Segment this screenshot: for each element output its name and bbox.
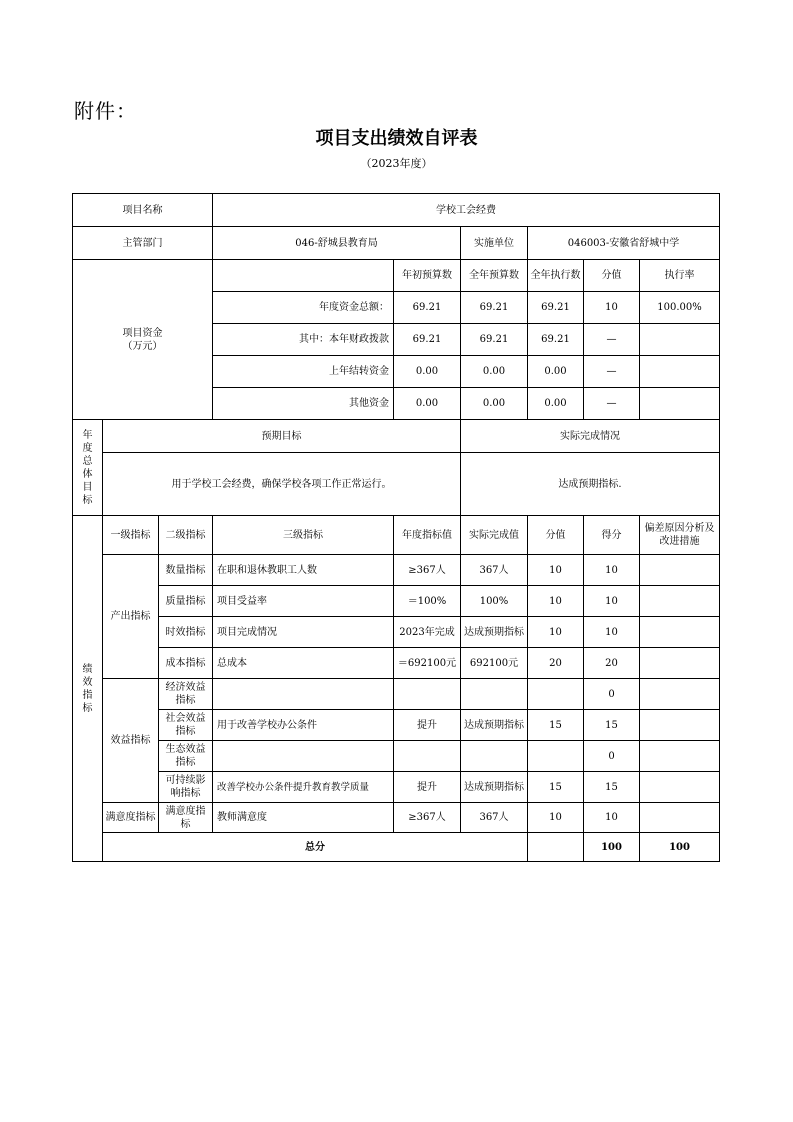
indicator-score-value: 10 <box>528 617 584 648</box>
indicator-level3: 用于改善学校办公条件 <box>213 710 394 741</box>
indicator-score-value: 10 <box>528 586 584 617</box>
funds-executed: 0.00 <box>528 388 584 420</box>
group-output: 产出指标 <box>103 555 159 679</box>
funds-rate <box>640 388 720 420</box>
project-name-row <box>73 194 720 227</box>
indicator-row <box>73 555 720 586</box>
indicator-target: 提升 <box>394 772 461 803</box>
indicator-score-value: 15 <box>528 772 584 803</box>
total-row <box>73 833 720 862</box>
indicator-score-value: 10 <box>528 555 584 586</box>
indicator-actual: 达成预期指标 <box>461 710 528 741</box>
indicator-score: 10 <box>584 803 640 833</box>
indicator-score-value: 10 <box>528 803 584 833</box>
evaluation-table <box>72 193 720 862</box>
funds-row-label: 其他资金 <box>213 388 394 420</box>
indicator-level3 <box>213 741 394 772</box>
total-label: 总分 <box>103 833 528 862</box>
indicator-level2: 满意度指标 <box>159 803 213 833</box>
indicator-level3: 项目完成情况 <box>213 617 394 648</box>
indicators-header-score: 得分 <box>584 516 640 555</box>
indicator-level2: 经济效益指标 <box>159 679 213 710</box>
indicator-actual <box>461 679 528 710</box>
funds-score-value: — <box>584 324 640 356</box>
indicator-remark <box>640 648 720 679</box>
indicator-score-value: 20 <box>528 648 584 679</box>
funds-header-blank <box>213 260 394 292</box>
indicator-score-value <box>528 741 584 772</box>
indicators-header-row <box>73 516 720 555</box>
indicator-remark <box>640 772 720 803</box>
funds-executed: 0.00 <box>528 356 584 388</box>
indicator-level2: 社会效益指标 <box>159 710 213 741</box>
funds-initial: 0.00 <box>394 388 461 420</box>
total-score: 100 <box>640 833 720 862</box>
unit-label: 实施单位 <box>461 227 528 260</box>
indicator-level3: 总成本 <box>213 648 394 679</box>
indicator-actual: 692100元 <box>461 648 528 679</box>
group-benefit: 效益指标 <box>103 679 159 803</box>
funds-score-value: — <box>584 388 640 420</box>
indicator-score: 15 <box>584 710 640 741</box>
indicator-row <box>73 803 720 833</box>
page-title: 项目支出绩效自评表 <box>315 128 478 149</box>
indicators-header-target: 年度指标值 <box>394 516 461 555</box>
funds-row-label: 年度资金总额： <box>213 292 394 324</box>
indicator-level3 <box>213 679 394 710</box>
indicator-score-value: 15 <box>528 710 584 741</box>
indicator-remark <box>640 555 720 586</box>
funds-header-row <box>73 260 720 292</box>
indicators-label: 绩效指标 <box>73 516 103 862</box>
funds-executed: 69.21 <box>528 324 584 356</box>
goals-actual-label: 实际完成情况 <box>461 420 720 453</box>
funds-initial: 69.21 <box>394 324 461 356</box>
indicators-header-remark: 偏差原因分析及改进措施 <box>640 516 720 555</box>
indicators-header-score-value: 分值 <box>528 516 584 555</box>
funds-header-annual: 全年预算数 <box>461 260 528 292</box>
funds-initial: 0.00 <box>394 356 461 388</box>
indicator-remark <box>640 710 720 741</box>
project-name-label: 项目名称 <box>73 194 213 227</box>
indicator-row <box>73 648 720 679</box>
indicator-actual: 达成预期指标 <box>461 772 528 803</box>
indicator-level3: 教师满意度 <box>213 803 394 833</box>
indicator-row <box>73 772 720 803</box>
indicator-actual <box>461 741 528 772</box>
funds-annual: 69.21 <box>461 324 528 356</box>
indicator-target <box>394 741 461 772</box>
indicator-actual: 达成预期指标 <box>461 617 528 648</box>
indicator-level3: 在职和退休教职工人数 <box>213 555 394 586</box>
indicator-score-value <box>528 679 584 710</box>
goals-label: 年度总体目标 <box>73 420 103 516</box>
indicator-score: 0 <box>584 741 640 772</box>
indicator-actual: 367人 <box>461 803 528 833</box>
indicator-row <box>73 741 720 772</box>
indicator-level2: 数量指标 <box>159 555 213 586</box>
indicator-target <box>394 679 461 710</box>
indicator-score: 10 <box>584 586 640 617</box>
goals-expected-label: 预期目标 <box>103 420 461 453</box>
funds-rate: 100.00% <box>640 292 720 324</box>
total-blank <box>528 833 584 862</box>
funds-header-rate: 执行率 <box>640 260 720 292</box>
funds-row-label: 上年结转资金 <box>213 356 394 388</box>
project-name-value: 学校工会经费 <box>213 194 720 227</box>
indicator-actual: 100% <box>461 586 528 617</box>
page-subtitle: （2023年度） <box>360 157 433 170</box>
indicator-target: ＝692100元 <box>394 648 461 679</box>
indicators-header-level2: 二级指标 <box>159 516 213 555</box>
funds-annual: 69.21 <box>461 292 528 324</box>
indicators-header-level3: 三级指标 <box>213 516 394 555</box>
indicator-score: 10 <box>584 555 640 586</box>
indicator-level2: 成本指标 <box>159 648 213 679</box>
funds-rate <box>640 356 720 388</box>
dept-label: 主管部门 <box>73 227 213 260</box>
indicator-level3: 改善学校办公条件提升教育教学质量 <box>213 772 394 803</box>
funds-rate <box>640 324 720 356</box>
funds-score-value: — <box>584 356 640 388</box>
attachment-label: 附件： <box>74 99 137 123</box>
funds-initial: 69.21 <box>394 292 461 324</box>
indicator-row <box>73 586 720 617</box>
dept-value: 046-舒城县教育局 <box>213 227 461 260</box>
indicator-level2: 时效指标 <box>159 617 213 648</box>
indicator-level2: 可持续影响指标 <box>159 772 213 803</box>
indicator-remark <box>640 679 720 710</box>
indicator-score: 0 <box>584 679 640 710</box>
indicators-header-actual: 实际完成值 <box>461 516 528 555</box>
indicator-level3: 项目受益率 <box>213 586 394 617</box>
funds-header-executed: 全年执行数 <box>528 260 584 292</box>
goals-expected: 用于学校工会经费，确保学校各项工作正常运行。 <box>103 453 461 516</box>
indicator-target: 2023年完成 <box>394 617 461 648</box>
goals-content-row <box>73 453 720 516</box>
indicator-row <box>73 617 720 648</box>
indicator-remark <box>640 803 720 833</box>
funds-annual: 0.00 <box>461 356 528 388</box>
indicator-target: ＝100% <box>394 586 461 617</box>
goals-actual: 达成预期指标. <box>461 453 720 516</box>
goals-header-row <box>73 420 720 453</box>
dept-row <box>73 227 720 260</box>
indicator-level2: 生态效益指标 <box>159 741 213 772</box>
funds-annual: 0.00 <box>461 388 528 420</box>
indicator-actual: 367人 <box>461 555 528 586</box>
funds-score-value: 10 <box>584 292 640 324</box>
indicator-remark <box>640 617 720 648</box>
funds-header-score-value: 分值 <box>584 260 640 292</box>
indicator-target: ≥367人 <box>394 803 461 833</box>
indicator-score: 20 <box>584 648 640 679</box>
indicators-header-level1: 一级指标 <box>103 516 159 555</box>
funds-row-label: 其中：本年财政拨款 <box>213 324 394 356</box>
funds-label: 项目资金 （万元） <box>73 260 213 420</box>
indicator-level2: 质量指标 <box>159 586 213 617</box>
unit-value: 046003-安徽省舒城中学 <box>528 227 720 260</box>
indicator-row <box>73 679 720 710</box>
funds-header-initial: 年初预算数 <box>394 260 461 292</box>
indicator-remark <box>640 586 720 617</box>
funds-executed: 69.21 <box>528 292 584 324</box>
indicator-score: 10 <box>584 617 640 648</box>
indicator-remark <box>640 741 720 772</box>
indicator-target: ≥367人 <box>394 555 461 586</box>
indicator-row <box>73 710 720 741</box>
total-score-value: 100 <box>584 833 640 862</box>
indicator-target: 提升 <box>394 710 461 741</box>
indicator-score: 15 <box>584 772 640 803</box>
group-satisfaction: 满意度指标 <box>103 803 159 833</box>
